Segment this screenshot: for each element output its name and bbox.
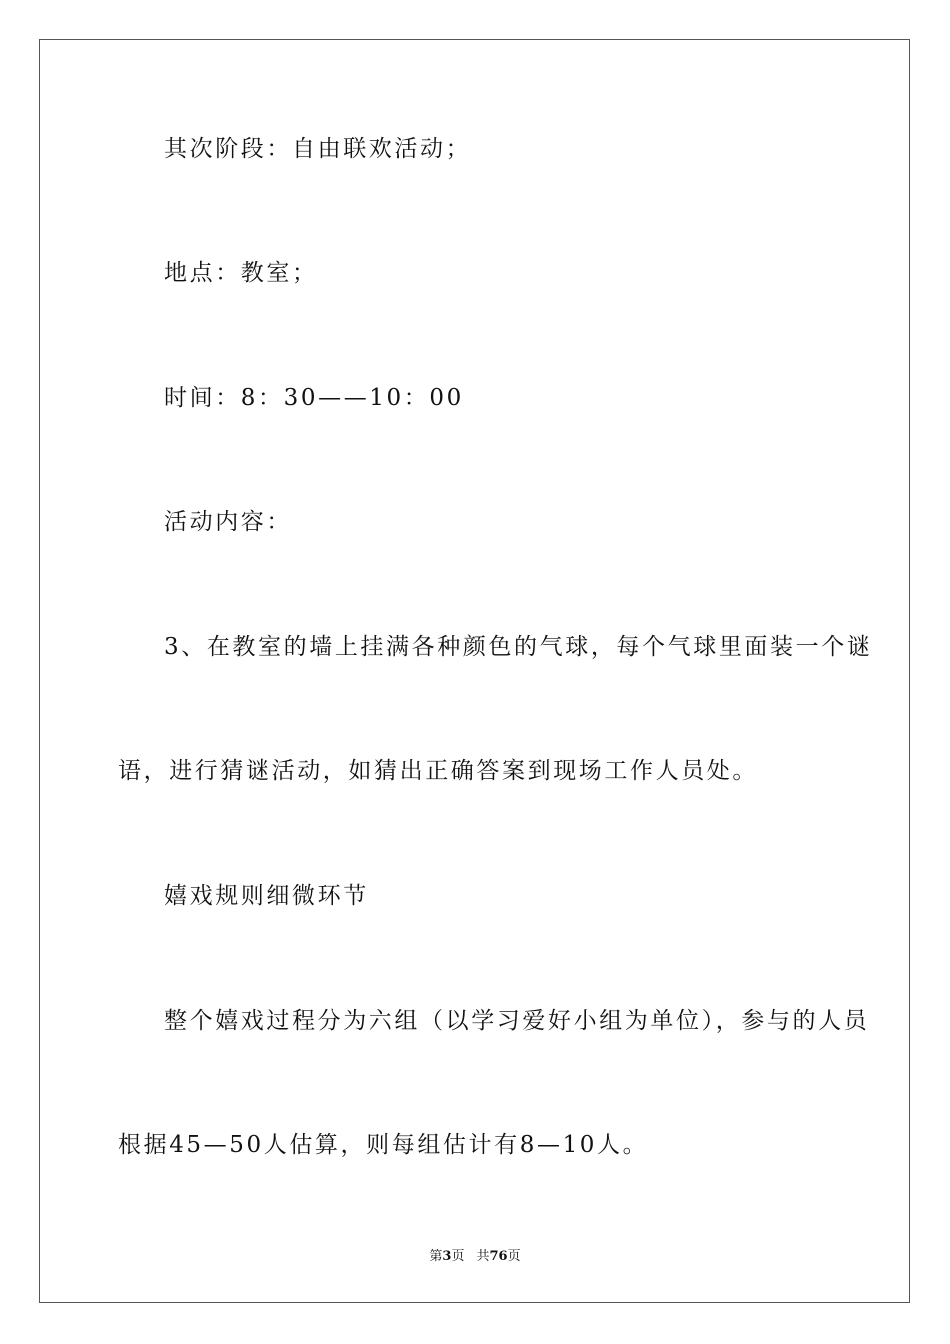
text-line-3: 时间：8：30——10：00	[164, 385, 464, 411]
total-prefix: 共	[476, 1249, 490, 1264]
text-line-8: 整个嬉戏过程分为六组（以学习爱好小组为单位），参与的人员	[164, 1008, 870, 1034]
page-prefix: 第	[429, 1249, 443, 1264]
text-line-2: 地点：教室；	[164, 260, 318, 286]
page-footer	[0, 1248, 950, 1266]
text-line-6: 语，进行猜谜活动，如猜出正确答案到现场工作人员处。	[118, 758, 758, 784]
text-line-1: 其次阶段：自由联欢活动；	[164, 136, 472, 162]
text-line-5: 3、在教室的墙上挂满各种颜色的气球，每个气球里面装一个谜	[164, 634, 873, 660]
page-number: 3	[442, 1249, 452, 1264]
text-line-9: 根据45—50人估算，则每组估计有8—10人。	[118, 1132, 649, 1158]
total-suffix: 页	[507, 1249, 521, 1264]
page-frame	[39, 39, 910, 1303]
text-line-7: 嬉戏规则细微环节	[164, 883, 369, 909]
total-pages: 76	[489, 1249, 508, 1264]
page-suffix: 页	[451, 1249, 465, 1264]
text-line-4: 活动内容：	[164, 509, 292, 535]
